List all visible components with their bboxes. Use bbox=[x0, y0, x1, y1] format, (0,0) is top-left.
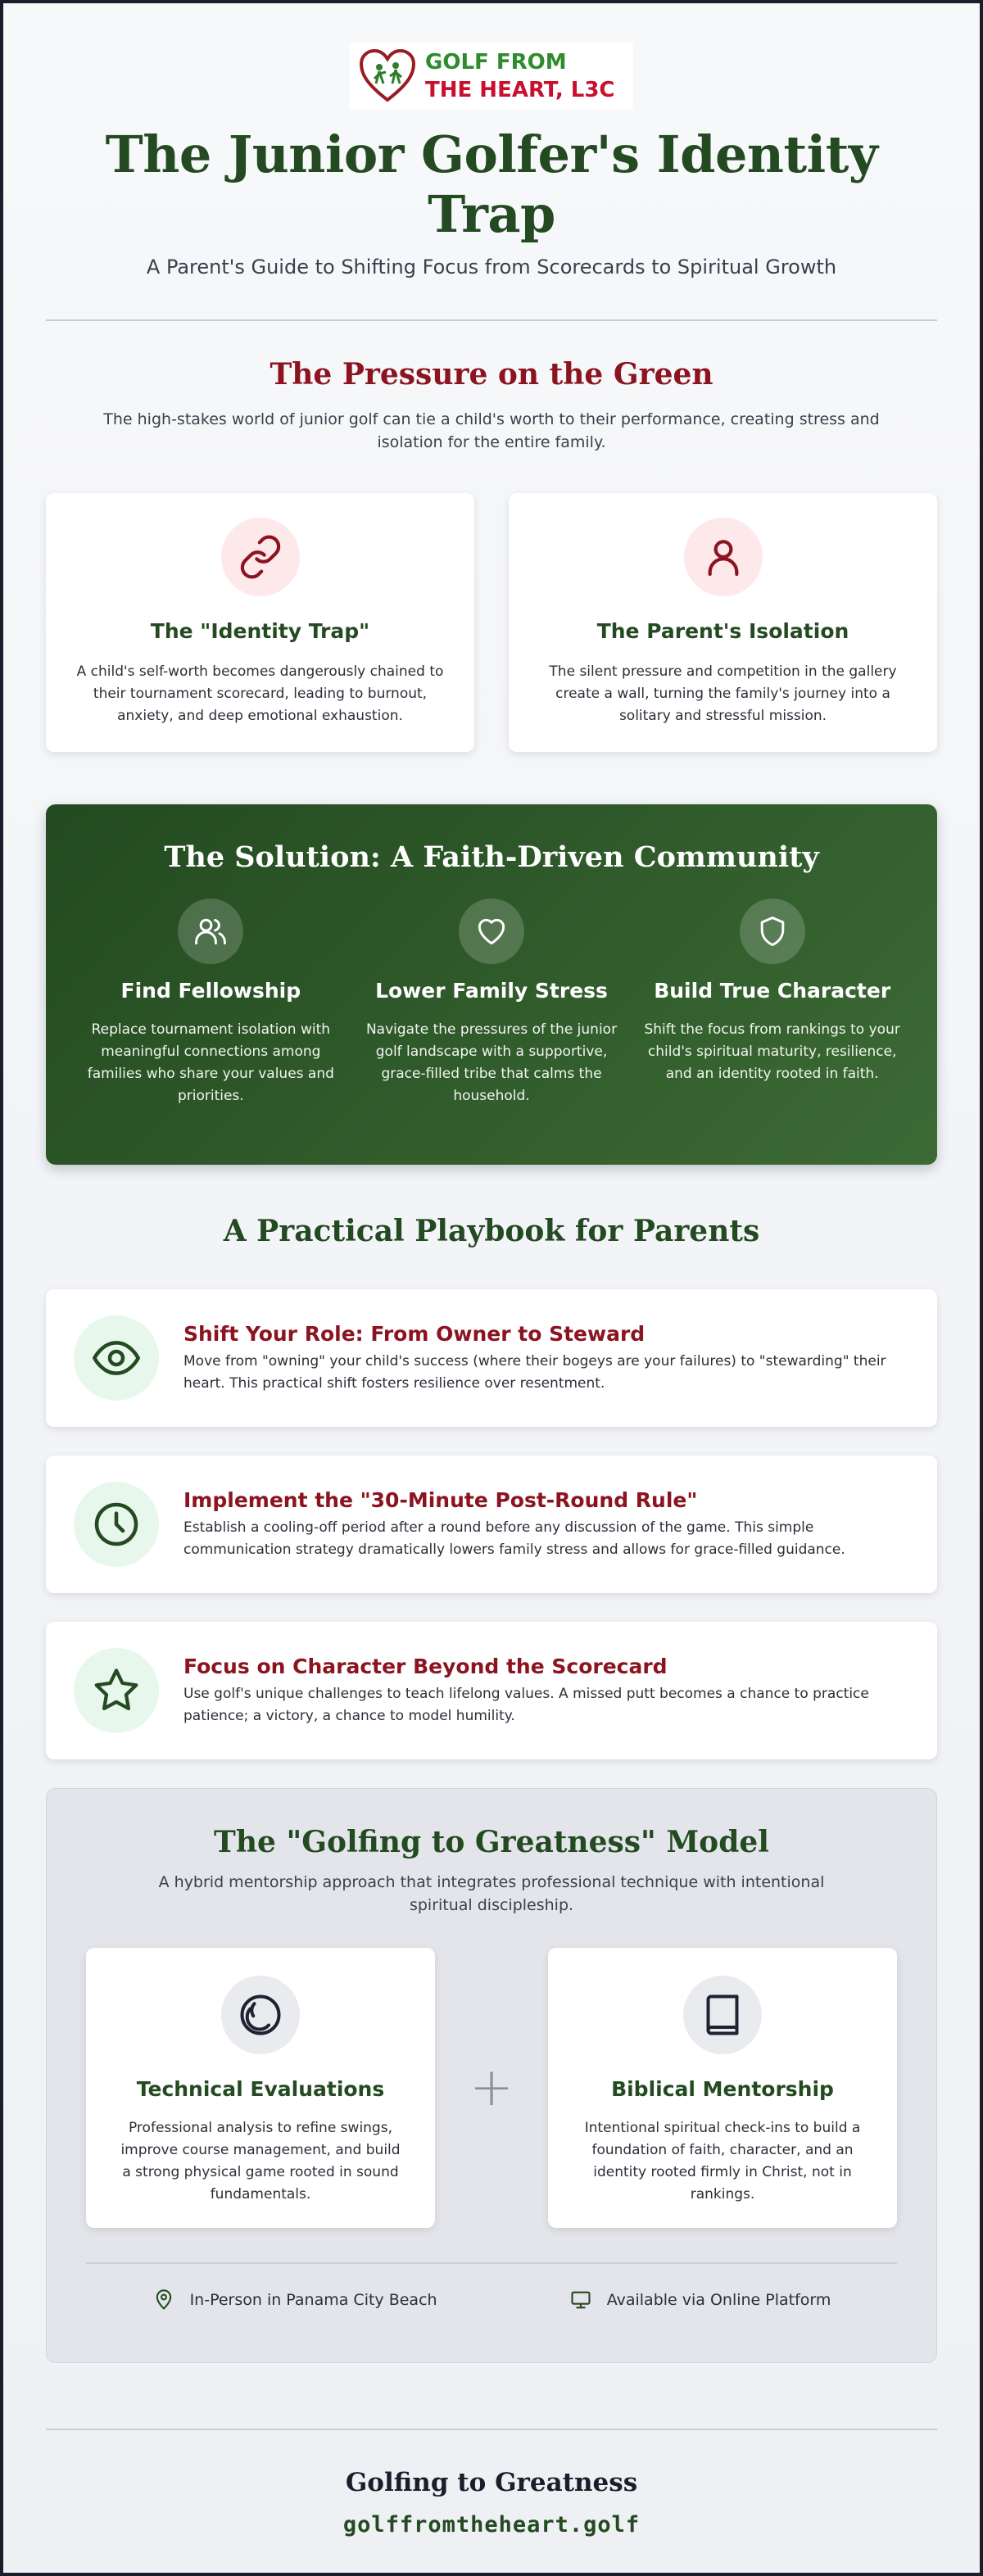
shield-icon bbox=[754, 913, 790, 949]
users-icon bbox=[193, 913, 229, 949]
icon-circle bbox=[683, 1976, 762, 2054]
divider bbox=[46, 319, 937, 321]
book-icon bbox=[698, 1990, 747, 2040]
star-icon bbox=[90, 1664, 143, 1717]
logo-line1: GOLF FROM bbox=[425, 50, 567, 75]
solution-item-text: Replace tournament isolation with meaningful connections among families who share your values and priorities. bbox=[87, 1021, 334, 1104]
playbook-item-text: Use golf's unique challenges to teach lifelong values. A missed putt becomes a chance to practice patience; a victory, a chance to model humility. bbox=[183, 1685, 869, 1724]
icon-circle bbox=[74, 1482, 159, 1567]
location-text: Available via Online Platform bbox=[606, 2291, 831, 2309]
model-card-title: Technical Evaluations bbox=[136, 2077, 385, 2101]
clock-icon bbox=[90, 1498, 143, 1551]
solution-item-title: Find Fellowship bbox=[120, 979, 301, 1003]
icon-circle bbox=[221, 1976, 300, 2054]
icon-circle bbox=[221, 518, 300, 596]
pressure-intro: The high-stakes world of junior golf can tie a child's worth to their performance, creating stress and isolation for the entire family. bbox=[103, 410, 880, 451]
solution-item-character bbox=[632, 899, 913, 1107]
footer-title: Golfing to Greatness bbox=[345, 2468, 638, 2497]
playbook-item-character bbox=[46, 1622, 937, 1759]
heart-golfers-logo-icon bbox=[358, 48, 417, 105]
logo-text bbox=[425, 48, 615, 104]
location-online bbox=[569, 2289, 831, 2311]
parent-isolation-card bbox=[509, 493, 937, 752]
playbook-body bbox=[183, 1322, 921, 1395]
footer-url-link[interactable]: golffromtheheart.golf bbox=[342, 2512, 641, 2538]
icon-circle bbox=[459, 899, 524, 964]
link-icon bbox=[238, 534, 283, 580]
playbook-item-title: Implement the "30-Minute Post-Round Rule" bbox=[183, 1487, 698, 1512]
identity-trap-card bbox=[46, 493, 474, 752]
logo-line2: THE HEART, L3C bbox=[425, 78, 615, 102]
page-subtitle: A Parent's Guide to Shifting Focus from Scorecards to Spiritual Growth bbox=[146, 256, 837, 278]
technical-evaluations-card bbox=[86, 1948, 435, 2228]
icon-circle bbox=[684, 518, 763, 596]
card-title: The "Identity Trap" bbox=[150, 619, 370, 643]
solution-item-text: Shift the focus from rankings to your child's spiritual maturity, resilience, and an identity rooted in faith. bbox=[644, 1021, 900, 1082]
logo-wrap bbox=[46, 3, 937, 110]
playbook-title: A Practical Playbook for Parents bbox=[223, 1214, 760, 1248]
card-title: The Parent's Isolation bbox=[596, 619, 849, 643]
solution-item-title: Lower Family Stress bbox=[375, 979, 608, 1003]
playbook-list bbox=[46, 1289, 937, 1759]
model-card-text: Intentional spiritual check-ins to build a foundation of faith, character, and an identity rooted firmly in Christ, not in rankings. bbox=[584, 2120, 861, 2203]
playbook-body bbox=[183, 1488, 921, 1561]
page bbox=[3, 3, 980, 2573]
model-cards bbox=[86, 1948, 897, 2228]
playbook-item-text: Establish a cooling-off period after a round before any discussion of the game. This simple communication strategy dramatically lowers family stress and allows for grace-filled guidance. bbox=[183, 1519, 845, 1558]
solution-panel bbox=[46, 804, 937, 1165]
solution-item-stress bbox=[351, 899, 632, 1107]
playbook-item-title: Focus on Character Beyond the Scorecard bbox=[183, 1654, 668, 1678]
monitor-icon bbox=[569, 2289, 592, 2311]
solution-item-text: Navigate the pressures of the junior golf landscape with a supportive, grace-filled tribe that calms the household. bbox=[365, 1021, 618, 1104]
playbook-body bbox=[183, 1655, 921, 1727]
icon-circle bbox=[178, 899, 243, 964]
heart-icon bbox=[473, 913, 510, 949]
card-text: The silent pressure and competition in the gallery create a wall, turning the family's journey into a solitary and stressful mission. bbox=[549, 663, 897, 724]
playbook-item-steward bbox=[46, 1289, 937, 1427]
plus-sign: + bbox=[469, 2058, 514, 2118]
solution-item-fellowship bbox=[70, 899, 351, 1107]
solution-title: The Solution: A Faith-Driven Community bbox=[164, 840, 819, 874]
playbook-item-text: Move from "owning" your child's success (where their bogeys are your failures) to "stewarding" their heart. This practical shift fosters resilience over resentment. bbox=[183, 1352, 886, 1392]
model-intro: A hybrid mentorship approach that integrates professional technique with intentional spiritual discipleship. bbox=[158, 1873, 825, 1914]
pressure-cards bbox=[46, 493, 937, 752]
locations bbox=[86, 2289, 897, 2311]
model-card-text: Professional analysis to refine swings, improve course management, and build a strong physical game rooted in sound fundamentals. bbox=[120, 2120, 401, 2203]
model-divider bbox=[86, 2262, 897, 2264]
biblical-mentorship-card bbox=[548, 1948, 897, 2228]
playbook-item-post-round bbox=[46, 1456, 937, 1593]
icon-circle bbox=[740, 899, 805, 964]
model-panel bbox=[46, 1788, 937, 2363]
location-in-person bbox=[152, 2289, 437, 2311]
footer-divider bbox=[46, 2429, 937, 2430]
logo bbox=[350, 43, 633, 110]
eye-icon bbox=[90, 1332, 143, 1384]
location-text: In-Person in Panama City Beach bbox=[189, 2291, 437, 2309]
card-text: A child's self-worth becomes dangerously chained to their tournament scorecard, leading to burnout, anxiety, and deep emotional exhaustion. bbox=[76, 663, 444, 724]
model-title: The "Golfing to Greatness" Model bbox=[214, 1825, 769, 1859]
golf-ball-icon bbox=[236, 1990, 285, 2040]
person-icon bbox=[700, 534, 746, 580]
icon-circle bbox=[74, 1648, 159, 1733]
page-title: The Junior Golfer's Identity Trap bbox=[105, 124, 878, 244]
pressure-title: The Pressure on the Green bbox=[270, 357, 713, 392]
playbook-item-title: Shift Your Role: From Owner to Steward bbox=[183, 1321, 646, 1346]
map-pin-icon bbox=[152, 2289, 175, 2311]
solution-item-title: Build True Character bbox=[654, 979, 891, 1003]
solution-columns bbox=[46, 899, 937, 1107]
model-card-title: Biblical Mentorship bbox=[611, 2077, 834, 2101]
icon-circle bbox=[74, 1315, 159, 1401]
